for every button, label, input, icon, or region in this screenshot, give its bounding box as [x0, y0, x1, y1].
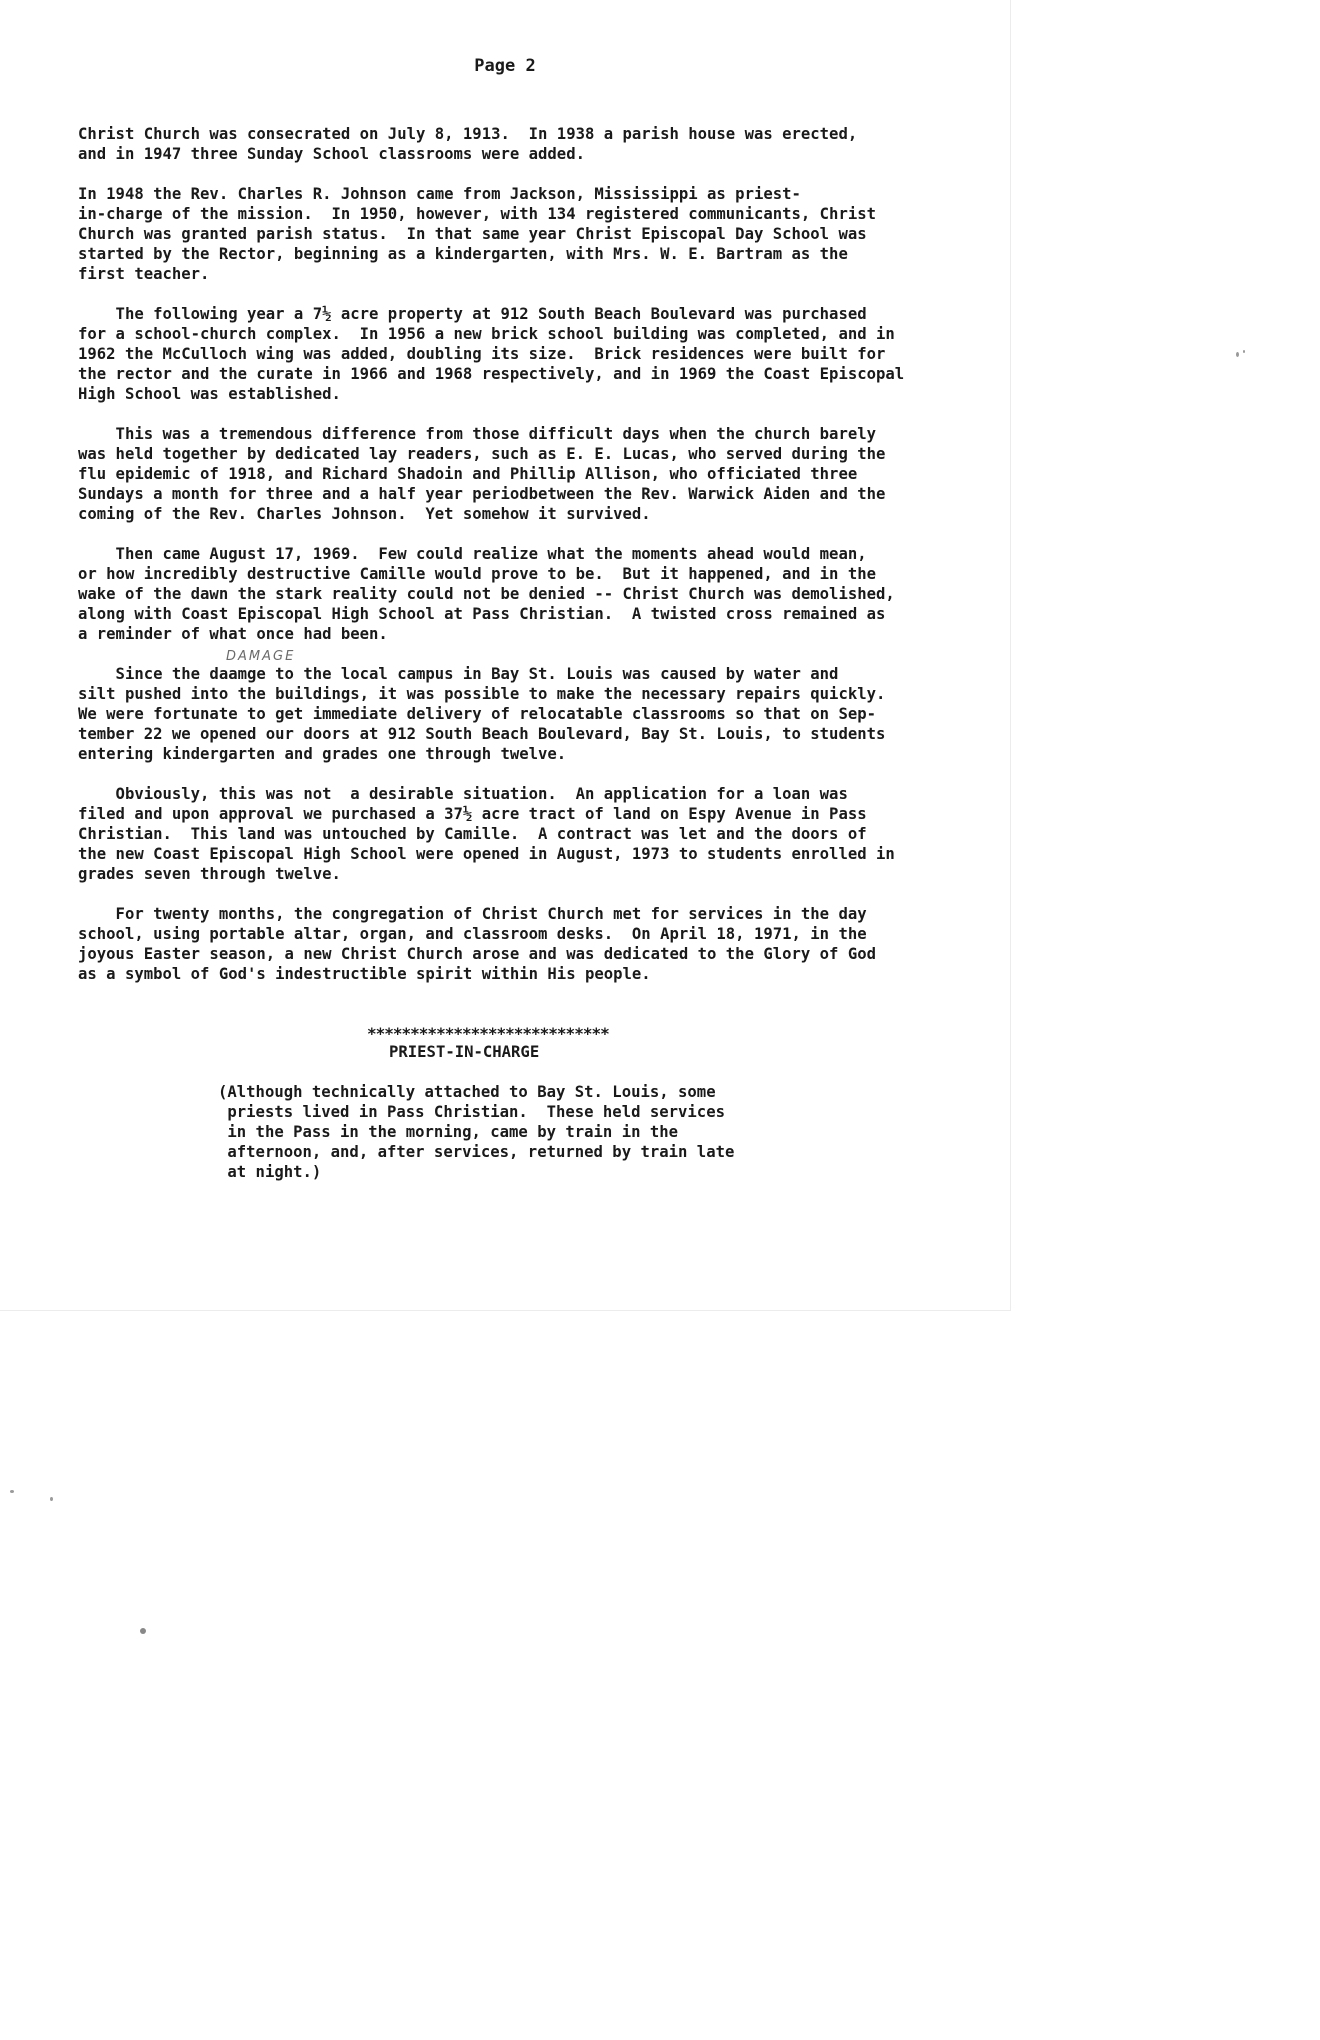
body-text [78, 124, 978, 1004]
page-number: Page 2 [474, 56, 536, 76]
paragraph: In 1948 the Rev. Charles R. Johnson came from Jackson, Mississippi as priest- in-charge of the mission. In 1950, however, with 134 registered communicants, Christ Church was granted parish status. In that same year Christ Episcopal Day School was started by the Rector, beginning as a kindergarten, with Mrs. W. E. Bartram as the first teacher. [78, 185, 876, 283]
separator-stars: **************************** [367, 1024, 609, 1043]
scan-speck [1236, 352, 1239, 357]
document-page [0, 0, 1011, 1311]
paragraph: This was a tremendous difference from those difficult days when the church barely was held together by dedicated lay readers, such as E. E. Lucas, who served during the flu epidemic of 1918, and Richard Shadoin and Phillip Allison, who officiated three Sundays a month for three and a half year periodbetween the Rev. Warwick Aiden and the coming of the Rev. Charles Johnson. Yet somehow it survived. [78, 425, 886, 523]
scan-speck [10, 1490, 14, 1493]
section-note: (Although technically attached to Bay St. Louis, some priests lived in Pass Christian. These held services in the Pass in the morning, came by train in the afternoon, and, after services, returned by train late at night.) [218, 1083, 735, 1181]
paragraph: Christ Church was consecrated on July 8, 1913. In 1938 a parish house was erected, and in 1947 three Sunday School classrooms were added. [78, 125, 858, 163]
handwritten-correction: DAMAGE [226, 649, 296, 664]
paragraph: Since the daamge to the local campus in Bay St. Louis was caused by water and silt pushed into the buildings, it was possible to make the necessary repairs quickly. We were fortunate to get immediate delivery of relocatable classrooms so that on Sep- tember 22 we opened our doors at 912 South Beach Boulevard, Bay St. Louis, to students entering kindergarten and grades one through twelve. [78, 665, 886, 763]
scan-speck [1243, 350, 1245, 353]
paragraph: The following year a 7½ acre property at 912 South Beach Boulevard was purchased for a school-church complex. In 1956 a new brick school building was completed, and in 1962 the McCulloch wing was added, doubling its size. Brick residences were built for the rector and the curate in 1966 and 1968 respectively, and in 1969 the Coast Episcopal High School was established. [78, 305, 905, 403]
section-heading: PRIEST-IN-CHARGE [389, 1043, 540, 1061]
scan-speck [140, 1628, 146, 1634]
paragraph: Obviously, this was not a desirable situation. An application for a loan was filed and upon approval we purchased a 37½ acre tract of land on Espy Avenue in Pass Christian. This land was untouched by Camille. A contract was let and the doors of the new Coast Episcopal High School were opened in August, 1973 to students enrolled in grades seven through twelve. [78, 785, 895, 883]
paragraph: Then came August 17, 1969. Few could realize what the moments ahead would mean, or how incredibly destructive Camille would prove to be. But it happened, and in the wake of the dawn the stark reality could not be denied -- Christ Church was demolished, along with Coast Episcopal High School at Pass Christian. A twisted cross remained as a reminder of what once had been. [78, 545, 895, 643]
scan-speck [50, 1497, 53, 1501]
paragraph: For twenty months, the congregation of Christ Church met for services in the day school, using portable altar, organ, and classroom desks. On April 18, 1971, in the joyous Easter season, a new Christ Church arose and was dedicated to the Glory of God as a symbol of God's indestructible spirit within His people. [78, 905, 876, 983]
